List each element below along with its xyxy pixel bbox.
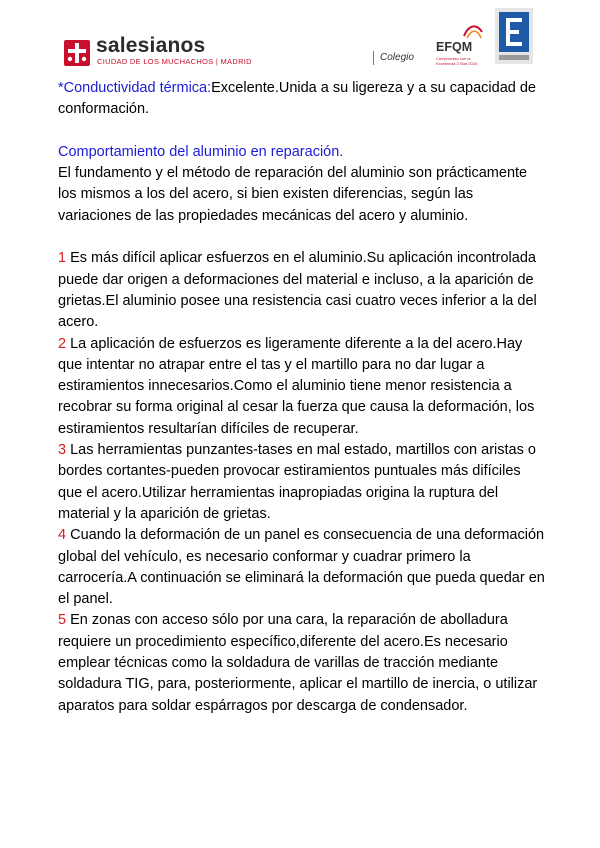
efqm-label: EFQM — [436, 40, 473, 54]
colegio-label: Colegio — [380, 52, 414, 63]
point-2 — [58, 334, 548, 440]
point-3 — [58, 440, 548, 525]
salesianos-logo-icon — [64, 40, 90, 66]
spacer — [58, 227, 548, 248]
brand-subtitle: CIUDAD DE LOS MUCHACHOS | MADRID — [97, 57, 252, 66]
point-text: Cuando la deformación de un panel es consecuencia de una deformación global del vehículo, es necesario conformar y cuadrar primero la carrocería.A continuación se eliminará la deformación que pueda quedar en el panel. — [58, 527, 545, 608]
excellence-badge — [495, 8, 533, 64]
intro-label: *Conductividad térmica: — [58, 80, 212, 96]
page-header — [0, 0, 600, 78]
brand-name: salesianos — [96, 34, 206, 57]
header-separator — [373, 51, 374, 65]
point-text: En zonas con acceso sólo por una cara, la reparación de abolladura requiere un procedimiento específico,diferente del acero.Es necesario emplear técnicas como la soldadura de varillas de tracción mediante soldadura TIG, para, posteriormente, aplicar el martillo de inercia, o utilizar aparatos para soldar espárragos por descarga de condensador. — [58, 612, 538, 714]
point-number: 2 — [58, 335, 67, 352]
efqm-subtitle: Compromiso con la Excelencia 2 Star 2024 — [436, 56, 478, 66]
excellence-e-icon — [495, 8, 533, 64]
point-5 — [58, 610, 548, 716]
spacer — [58, 121, 548, 142]
point-1 — [58, 248, 548, 333]
point-text: La aplicación de esfuerzos es ligeramente diferente a la del acero.Hay que intentar no atrapar entre el tas y el martillo para no dar lugar a estiramientos innecesarios.Como el aluminio tiene menor resistencia a recobrar su forma original al cesar la fuerza que causa la deformación, los estiramientos resultarían difíciles de recuperar. — [58, 335, 535, 437]
section-title: Comportamiento del aluminio en reparación. — [58, 143, 344, 160]
point-number: 3 — [58, 442, 67, 459]
point-4 — [58, 525, 548, 610]
intro-paragraph — [58, 78, 548, 121]
point-number: 5 — [58, 612, 67, 629]
point-text: Es más difícil aplicar esfuerzos en el aluminio.Su aplicación incontrolada puede dar origen a deformaciones del material e incluso, a la aparición de grietas.El aluminio posee una resistencia casi cuatro veces inferior a la del acero. — [58, 250, 537, 331]
point-text: Las herramientas punzantes-tases en mal estado, martillos con aristas o bordes cortantes-pueden provocar estiramientos puntuales más difíciles que el acero.Utilizar herramientas inapropiadas origina la ruptura del material y la aparición de grietas. — [58, 442, 536, 522]
point-number: 4 — [58, 527, 67, 544]
point-number: 1 — [58, 250, 67, 267]
document-body — [58, 78, 548, 717]
efqm-swirl-icon — [461, 22, 485, 42]
section-paragraph: El fundamento y el método de reparación del aluminio son prácticamente los mismos a los del acero, si bien existen diferencias, según las variaciones de las propiedades mecánicas del acero y aluminio. — [58, 165, 528, 224]
intro-text: Excelente.Unida a su ligereza y a su capacidad de conformación. — [58, 80, 536, 118]
